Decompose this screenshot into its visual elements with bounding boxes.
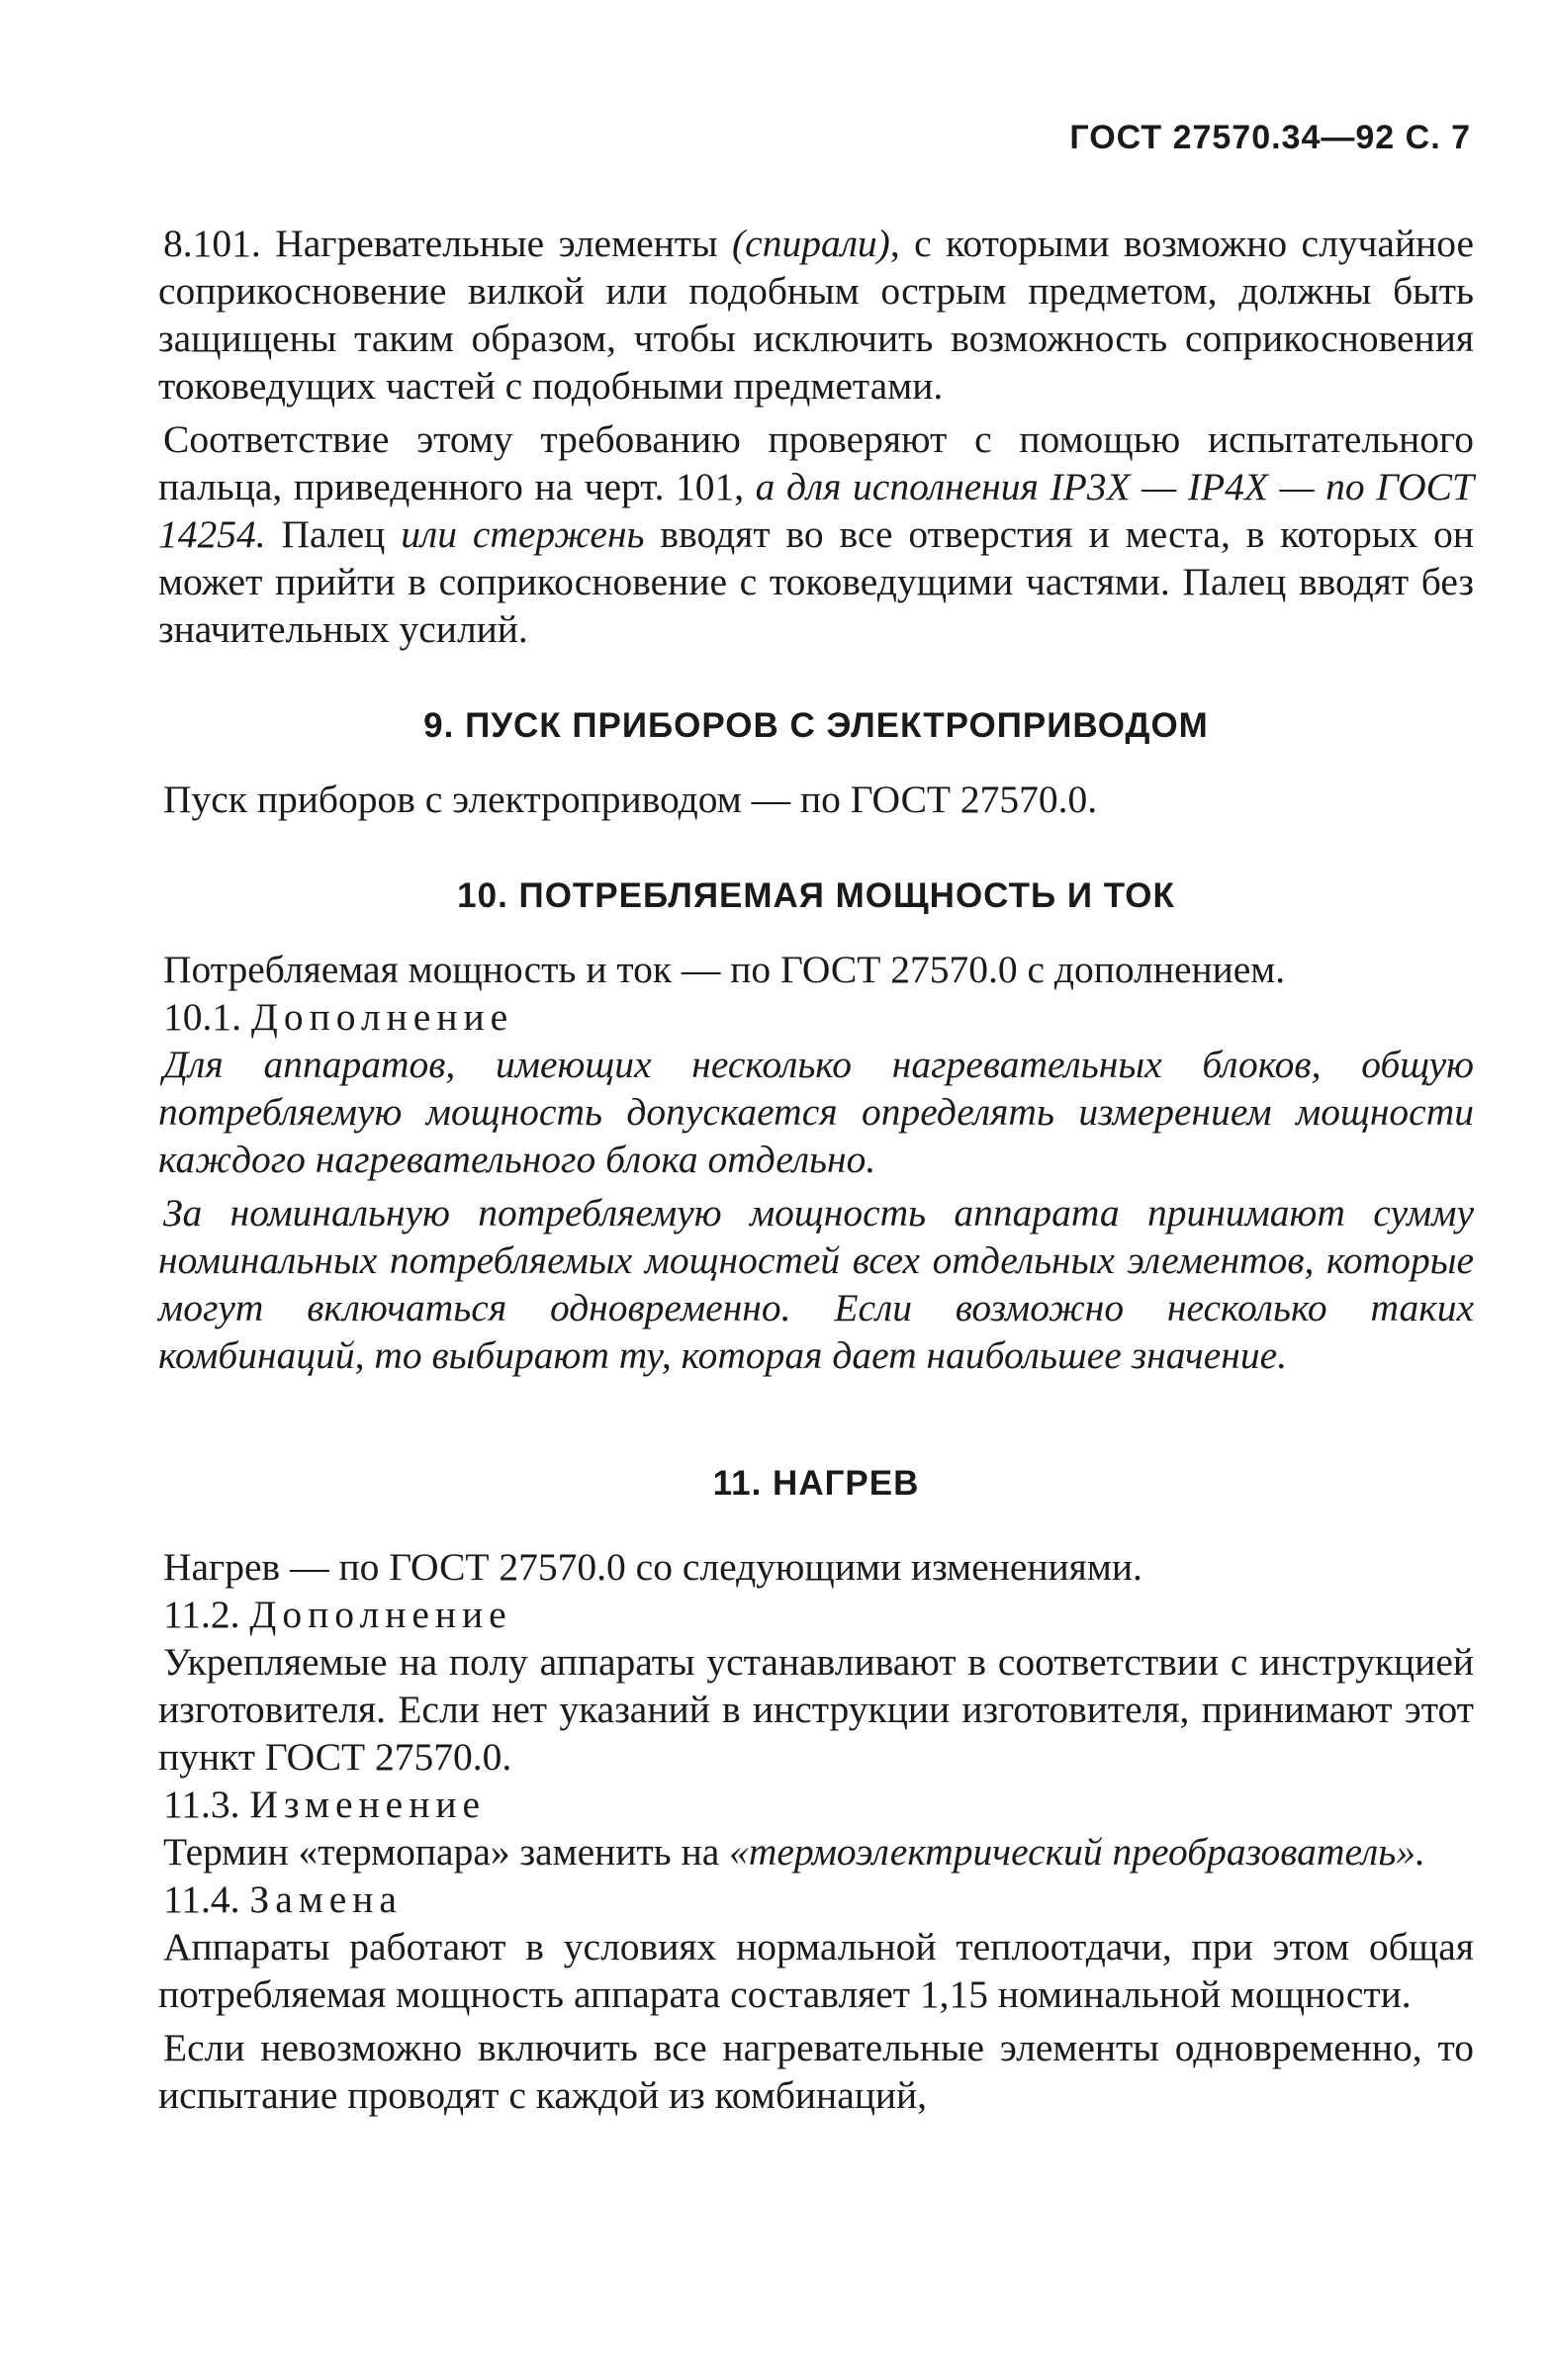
paragraph-11-3: Термин «термопара» заменить на «термоэлектрический преобразователь». <box>163 1830 1425 1874</box>
document-body <box>158 220 1474 2119</box>
paragraph-10: Потребляемая мощность и ток — по ГОСТ 27570.0 с дополнением. <box>163 948 1286 991</box>
paragraph-11-4-a: Аппараты работают в условиях нормальной теплоотдачи, при этом общая потребляемая мощность аппарата составляет 1,15 номинальной мощности. <box>158 1925 1474 2016</box>
clause-11-2-heading: 11.2. Дополнение <box>163 1593 512 1636</box>
section-11-title: 11. НАГРЕВ <box>712 1464 920 1503</box>
clause-11-4-heading: 11.4. Замена <box>163 1877 403 1921</box>
paragraph-11-2: Укрепляемые на полу аппараты устанавливают в соответствии с инструкцией изготовителя. Если нет указаний в инструкции изготовителя, принимают этот пункт ГОСТ 27570.0. <box>158 1640 1474 1779</box>
section-10-title: 10. ПОТРЕБЛЯЕМАЯ МОЩНОСТЬ И ТОК <box>457 876 1175 915</box>
clause-number: 8.101. <box>163 222 261 265</box>
section-9-title: 9. ПУСК ПРИБОРОВ С ЭЛЕКТРОПРИВОДОМ <box>423 706 1209 745</box>
clause-10-1-heading: 10.1. Дополнение <box>163 995 514 1039</box>
paragraph-8-101-check: Соответствие этому требованию проверяют с помощью испытательного пальца, приведенного на черт. 101, а для исполнения IP3X — IP4X — по ГОСТ 14254. Палец или стержень вводят во все отверстия и места, в которых он может прийти в соприкосновение с токоведущими частями. Палец вводят без значительных усилий. <box>158 417 1474 651</box>
paragraph-11: Нагрев — по ГОСТ 27570.0 со следующими изменениями. <box>163 1545 1142 1589</box>
paragraph-9: Пуск приборов с электроприводом — по ГОСТ 27570.0. <box>163 778 1098 821</box>
clause-11-3-heading: 11.3. Изменение <box>163 1783 486 1826</box>
paragraph-8-101: 8.101. Нагревательные элементы (спирали), с которыми возможно случайное соприкосновение вилкой или подобным острым предметом, должны быть защищены таким образом, чтобы исключить возможность соприкосновения токоведущих частей с подобными предметами. <box>158 222 1474 408</box>
page-header: ГОСТ 27570.34—92 С. 7 <box>1069 119 1471 156</box>
paragraph-10-1-a: Для аппаратов, имеющих несколько нагревательных блоков, общую потребляемую мощность допускается определять измерением мощности каждого нагревательного блока отдельно. <box>158 1043 1474 1181</box>
paragraph-10-1-b: За номинальную потребляемую мощность аппарата принимают сумму номинальных потребляемых мощностей всех отдельных элементов, которые могут включаться одновременно. Если возможно несколько таких комбинаций, то выбирают ту, которая дает наибольшее значение. <box>158 1191 1474 1377</box>
paragraph-11-4-b: Если невозможно включить все нагревательные элементы одновременно, то испытание проводят с каждой из комбинаций, <box>158 2026 1474 2117</box>
